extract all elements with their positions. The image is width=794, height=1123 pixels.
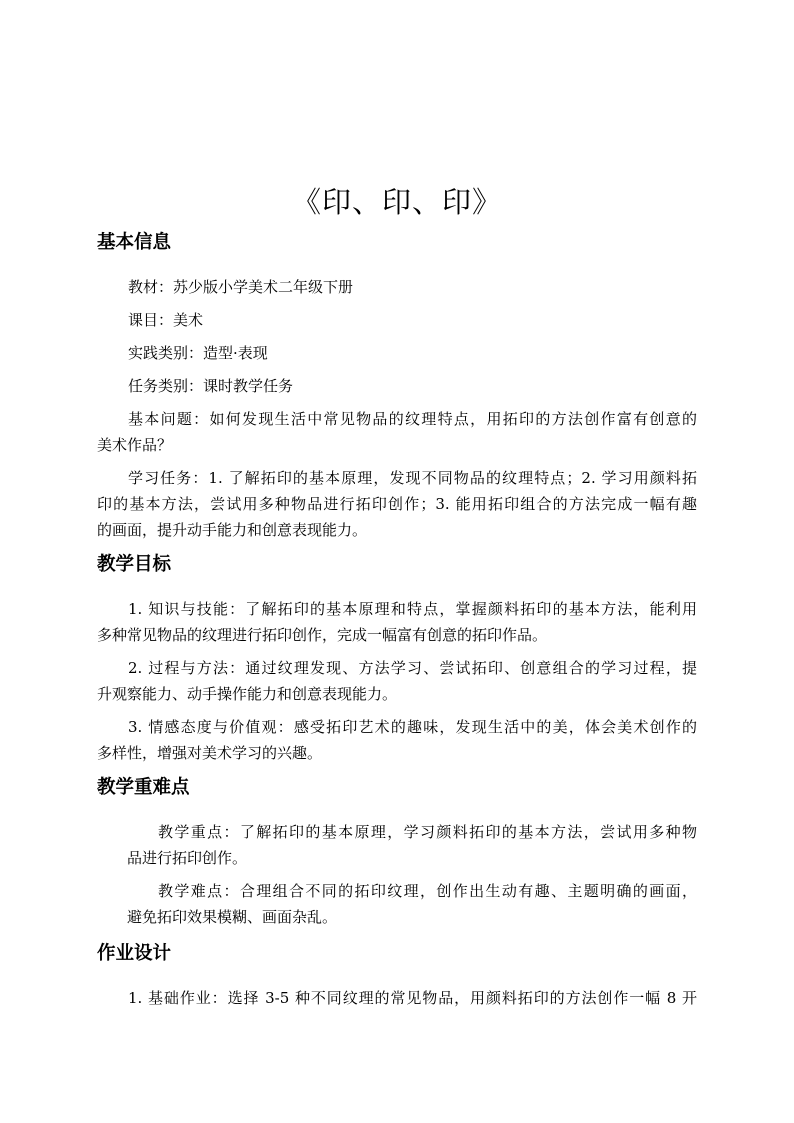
basic-info-task-line-2: 印的基本方法，尝试用多种物品进行拓印创作；3. 能用拓印组合的方法完成一幅有趣 (97, 495, 697, 513)
key-point-line-2: 品进行拓印创作。 (127, 849, 248, 867)
basic-info-practice-type: 实践类别：造型·表现 (128, 344, 268, 362)
goal-3-line-2: 多样性，增强对美术学习的兴趣。 (97, 744, 323, 762)
document-title: 《印、印、印》 (291, 185, 502, 219)
basic-info-task-line-1: 学习任务：1. 了解拓印的基本原理，发现不同物品的纹理特点；2. 学习用颜料拓 (128, 469, 697, 487)
basic-info-task-type: 任务类别：课时教学任务 (128, 377, 294, 395)
goal-2-line-1: 2. 过程与方法：通过纹理发现、方法学习、尝试拓印、创意组合的学习过程，提 (128, 659, 697, 677)
goal-1-line-2: 多种常见物品的纹理进行拓印创作，完成一幅富有创意的拓印作品。 (97, 626, 548, 644)
difficult-point-line-2: 避免拓印效果模糊、画面杂乱。 (127, 908, 338, 926)
goal-2-line-2: 升观察能力、动手操作能力和创意表现能力。 (97, 685, 398, 703)
key-point-line-1: 教学重点：了解拓印的基本原理，学习颜料拓印的基本方法，尝试用多种物 (158, 823, 697, 841)
basic-info-textbook: 教材：苏少版小学美术二年级下册 (128, 278, 354, 296)
goal-3-line-1: 3. 情感态度与价值观：感受拓印艺术的趣味，发现生活中的美，体会美术创作的 (128, 718, 697, 736)
section-heading-key-points: 教学重难点 (97, 777, 190, 798)
section-heading-basic-info: 基本信息 (97, 232, 172, 253)
basic-info-task-line-3: 的画面，提升动手能力和创意表现能力。 (97, 521, 368, 539)
section-heading-teaching-goals: 教学目标 (97, 554, 172, 575)
difficult-point-line-1: 教学难点：合理组合不同的拓印纹理，创作出生动有趣、主题明确的画面， (158, 882, 697, 900)
basic-info-question-line-2: 美术作品？ (97, 436, 173, 454)
basic-info-subject: 课目：美术 (128, 311, 204, 329)
basic-info-question-line-1: 基本问题：如何发现生活中常见物品的纹理特点，用拓印的方法创作富有创意的 (128, 410, 697, 428)
goal-1-line-1: 1. 知识与技能：了解拓印的基本原理和特点，掌握颜料拓印的基本方法，能利用 (128, 600, 697, 618)
homework-line-1: 1. 基础作业：选择 3-5 种不同纹理的常见物品，用颜料拓印的方法创作一幅 8 开 (128, 989, 697, 1007)
section-heading-homework: 作业设计 (97, 943, 172, 964)
